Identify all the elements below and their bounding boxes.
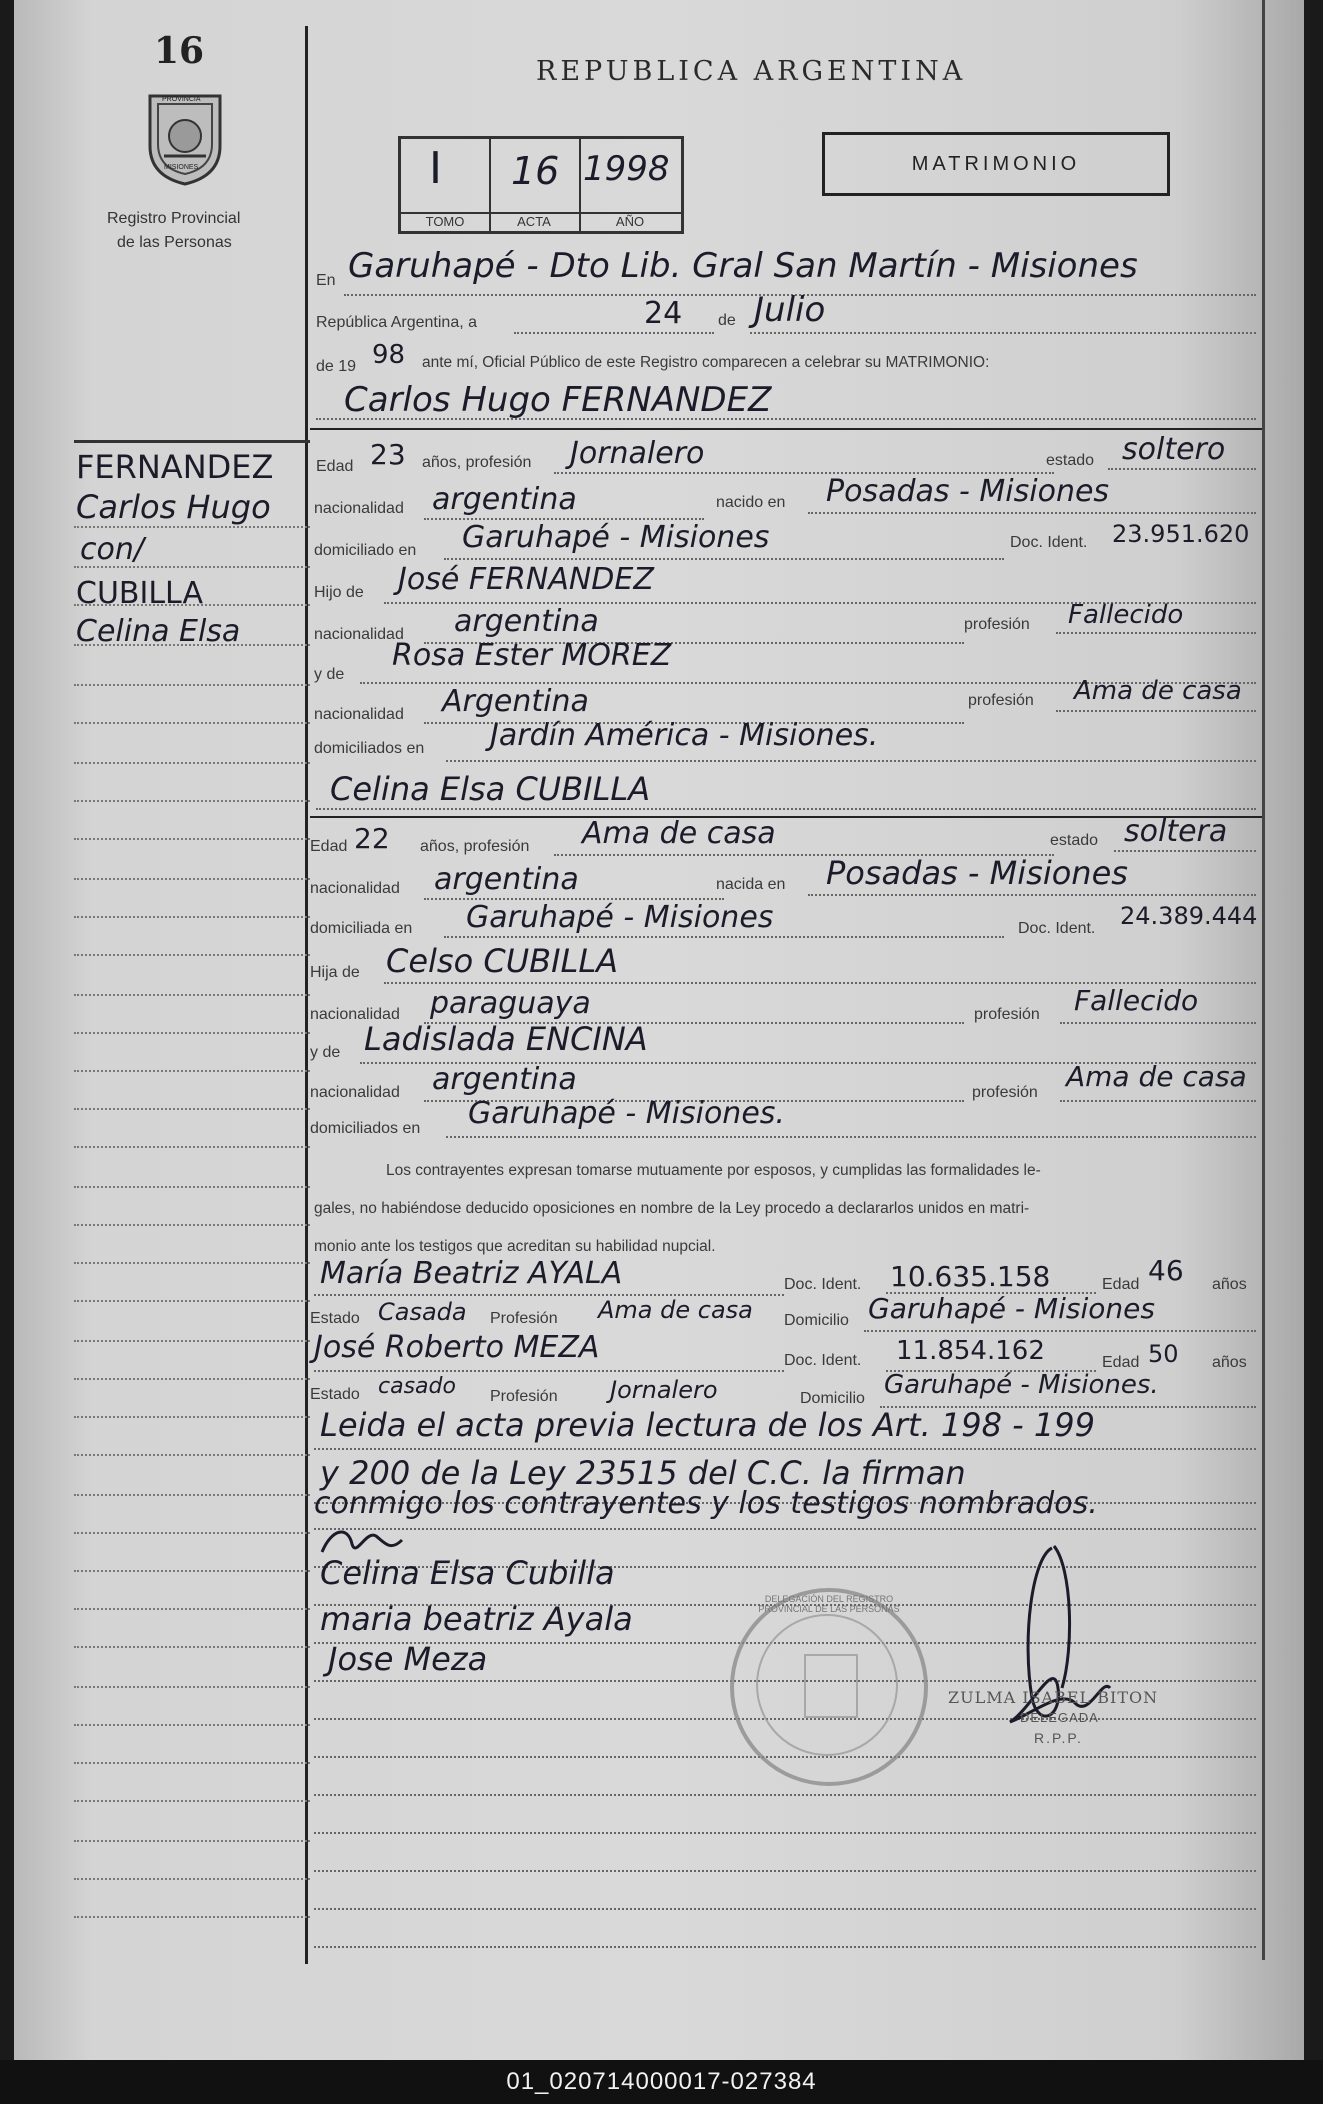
- bride-nacida-label: nacida en: [716, 876, 786, 893]
- bride-madre-prof-label: profesión: [972, 1084, 1038, 1101]
- witness-2-estado-label: Estado: [310, 1386, 360, 1403]
- bride-nacida-en: Posadas - Misiones: [826, 854, 1128, 892]
- declaration-line-2: gales, no habiéndose deducido oposiciones en nombre de la Ley procedo a declararlos unidos en matri-: [314, 1200, 1030, 1217]
- bride-madre-nac-label: nacionalidad: [310, 1084, 400, 1101]
- declaration-line-3: monio ante los testigos que acreditan su habilidad nupcial.: [314, 1238, 716, 1255]
- witness-1-anos-label: años: [1212, 1276, 1247, 1293]
- groom-doc: 23.951.620: [1112, 520, 1250, 548]
- groom-edad-label: Edad: [316, 458, 354, 475]
- bride-nacionalidad: argentina: [434, 862, 579, 897]
- witness-2-domicilio-label: Domicilio: [800, 1390, 865, 1407]
- country-title: REPUBLICA ARGENTINA: [536, 56, 967, 87]
- bride-edad-label: Edad: [310, 838, 348, 855]
- groom-nacido-label: nacido en: [716, 494, 786, 511]
- groom-madre-prof-label: profesión: [968, 692, 1034, 709]
- groom-padre-prof: Fallecido: [1068, 600, 1184, 630]
- groom-domicilio-label: domiciliado en: [314, 542, 417, 559]
- ano-value: 1998: [583, 149, 670, 189]
- bride-padre-prof: Fallecido: [1074, 984, 1199, 1017]
- registry-line-1: Registro Provincial: [107, 210, 241, 227]
- bride-padre-nac: paraguaya: [430, 986, 591, 1021]
- groom-profesion-label: años, profesión: [422, 454, 532, 471]
- bride-domicilio-label: domiciliada en: [310, 920, 413, 937]
- bride-madre-nac: argentina: [432, 1062, 577, 1097]
- registry-round-stamp: [730, 1588, 928, 1786]
- en-label: En: [316, 272, 336, 289]
- groom-estado-label: estado: [1046, 452, 1095, 469]
- bride-madre-label: y de: [310, 1044, 341, 1061]
- witness-1-edad: 46: [1148, 1254, 1184, 1287]
- witness-2-domicilio: Garuhapé - Misiones.: [884, 1370, 1159, 1400]
- groom-padre-nac-label: nacionalidad: [314, 626, 404, 643]
- witness-2-edad: 50: [1148, 1340, 1179, 1368]
- page-number: 16: [154, 30, 205, 72]
- bride-name: Celina Elsa CUBILLA: [330, 770, 651, 808]
- signature-witness-1: maria beatriz Ayala: [320, 1600, 633, 1638]
- tomo-value: I: [429, 143, 442, 194]
- acta-value: 16: [511, 149, 560, 193]
- round-stamp-text: DELEGACIÓN DEL REGISTRO PROVINCIAL DE LAS PERSONAS: [758, 1594, 900, 1614]
- de-label: de: [718, 312, 736, 329]
- bride-padres-dom-label: domiciliados en: [310, 1120, 421, 1137]
- marriage-record-page: [14, 0, 1304, 2060]
- margin-note-line-5: Celina Elsa: [76, 614, 241, 649]
- tomo-label: TOMO: [401, 212, 489, 229]
- bride-profesion-label: años, profesión: [420, 838, 530, 855]
- groom-madre-prof: Ama de casa: [1074, 676, 1242, 706]
- provincial-seal: [142, 86, 228, 186]
- registry-line-2: de las Personas: [117, 234, 232, 251]
- margin-note-line-2: Carlos Hugo: [76, 488, 271, 526]
- groom-profesion: Jornalero: [570, 436, 705, 471]
- bride-madre: Ladislada ENCINA: [364, 1020, 648, 1058]
- place-value: Garuhapé - Dto Lib. Gral San Martín - Misiones: [348, 246, 1138, 286]
- witness-2-doc: 11.854.162: [896, 1336, 1045, 1366]
- groom-nacido-en: Posadas - Misiones: [826, 474, 1110, 509]
- groom-madre-nac-label: nacionalidad: [314, 706, 404, 723]
- bride-padre-prof-label: profesión: [974, 1006, 1040, 1023]
- acta-label: ACTA: [489, 212, 579, 229]
- groom-nacionalidad: argentina: [432, 482, 577, 517]
- document-type: MATRIMONIO: [911, 152, 1081, 175]
- witness-1-doc-label: Doc. Ident.: [784, 1276, 862, 1293]
- groom-padre-prof-label: profesión: [964, 616, 1030, 633]
- closing-line-3: conmigo los contrayentes y los testigos nombrados.: [314, 1486, 1098, 1521]
- groom-padre: José FERNANDEZ: [398, 562, 654, 597]
- bride-doc-label: Doc. Ident.: [1018, 920, 1096, 937]
- groom-estado: soltero: [1122, 432, 1226, 467]
- witness-1-doc: 10.635.158: [890, 1260, 1051, 1293]
- witness-2-estado: casado: [378, 1374, 456, 1399]
- witness-1-name: María Beatriz AYALA: [320, 1256, 623, 1291]
- groom-padre-label: Hijo de: [314, 584, 364, 601]
- groom-name: Carlos Hugo FERNANDEZ: [344, 380, 772, 420]
- scan-caption: 01_020714000017-027384: [0, 2060, 1323, 2104]
- bride-doc: 24.389.444: [1120, 902, 1258, 930]
- official-name-stamp: ZULMA ISABEL BITON: [948, 1688, 1159, 1707]
- republic-label: República Argentina, a: [316, 314, 477, 331]
- witness-2-profesion: Jornalero: [610, 1376, 718, 1404]
- groom-doc-label: Doc. Ident.: [1010, 534, 1088, 551]
- groom-edad: 23: [370, 438, 406, 471]
- margin-note-line-1: FERNANDEZ: [76, 448, 274, 486]
- bride-profesion: Ama de casa: [582, 816, 776, 851]
- witness-1-profesion-label: Profesión: [490, 1310, 558, 1327]
- witness-2-doc-label: Doc. Ident.: [784, 1352, 862, 1369]
- bride-domicilio: Garuhapé - Misiones: [466, 900, 774, 935]
- witness-1-estado-label: Estado: [310, 1310, 360, 1327]
- witness-1-domicilio: Garuhapé - Misiones: [868, 1292, 1155, 1325]
- bride-padre: Celso CUBILLA: [386, 942, 619, 980]
- bride-edad: 22: [354, 822, 390, 855]
- bride-padre-nac-label: nacionalidad: [310, 1006, 400, 1023]
- groom-padres-dom-label: domiciliados en: [314, 740, 425, 757]
- ano-label: AÑO: [579, 212, 681, 229]
- official-role-line-2: R.P.P.: [1034, 1730, 1083, 1746]
- bride-estado: soltera: [1124, 814, 1228, 849]
- document-type-box: [822, 132, 1170, 196]
- closing-line-1: Leida el acta previa lectura de los Art. 198 - 199: [320, 1406, 1095, 1444]
- signature-witness-2: Jose Meza: [328, 1640, 488, 1678]
- bride-estado-label: estado: [1050, 832, 1099, 849]
- witness-1-profesion: Ama de casa: [598, 1296, 753, 1324]
- month-value: Julio: [754, 290, 826, 330]
- record-number-box: [398, 136, 684, 234]
- witness-2-profesion-label: Profesión: [490, 1388, 558, 1405]
- bride-padres-dom: Garuhapé - Misiones.: [468, 1096, 785, 1131]
- year-suffix: 98: [372, 340, 406, 370]
- groom-padres-dom: Jardín América - Misiones.: [490, 718, 879, 753]
- official-role-line-1: DELEGADA: [1020, 1710, 1099, 1725]
- witness-1-domicilio-label: Domicilio: [784, 1312, 849, 1329]
- year-prefix: de 19: [316, 358, 357, 375]
- groom-madre-label: y de: [314, 666, 345, 683]
- closing-line-2: y 200 de la Ley 23515 del C.C. la firman: [320, 1454, 966, 1492]
- margin-note-line-3: con/: [80, 532, 144, 567]
- intro-statement: ante mí, Oficial Público de este Registro comparecen a celebrar su MATRIMONIO:: [422, 354, 990, 371]
- groom-padre-nac: argentina: [454, 604, 599, 639]
- witness-1-estado: Casada: [378, 1298, 467, 1326]
- witness-2-anos-label: años: [1212, 1354, 1247, 1371]
- witness-2-edad-label: Edad: [1102, 1354, 1140, 1371]
- bride-padre-label: Hija de: [310, 964, 360, 981]
- groom-madre: Rosa Ester MOREZ: [392, 638, 672, 673]
- seal-bottom-text: MISIONES: [164, 164, 199, 171]
- witness-2-name: José Roberto MEZA: [314, 1330, 600, 1365]
- signature-bride: Celina Elsa Cubilla: [320, 1554, 615, 1592]
- right-border-rule: [1262, 0, 1265, 1960]
- bride-madre-prof: Ama de casa: [1066, 1060, 1247, 1093]
- groom-nacionalidad-label: nacionalidad: [314, 500, 404, 517]
- bride-nacionalidad-label: nacionalidad: [310, 880, 400, 897]
- margin-note-line-4: CUBILLA: [76, 576, 203, 611]
- day-value: 24: [644, 296, 683, 331]
- seal-top-text: PROVINCIA: [162, 96, 201, 103]
- witness-1-edad-label: Edad: [1102, 1276, 1140, 1293]
- declaration-line-1: Los contrayentes expresan tomarse mutuamente por esposos, y cumplidas las formalidades le-: [386, 1162, 1041, 1179]
- groom-domicilio: Garuhapé - Misiones: [462, 520, 770, 555]
- groom-madre-nac: Argentina: [442, 684, 589, 719]
